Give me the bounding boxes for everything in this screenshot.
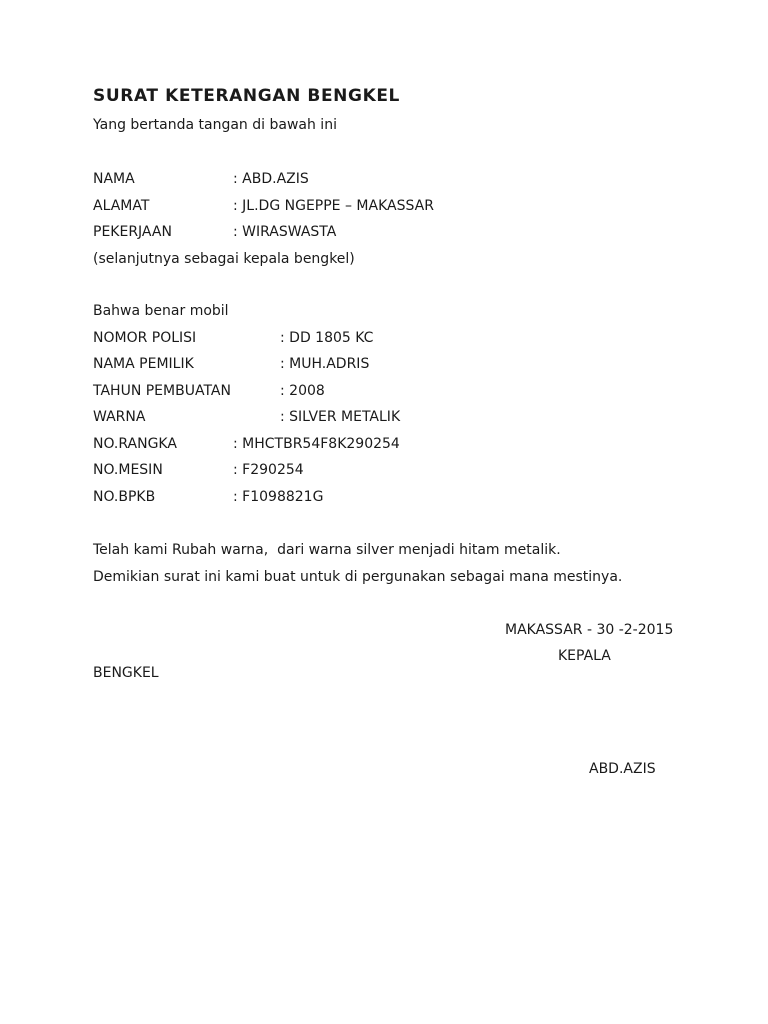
closing-text: Demikian surat ini kami buat untuk di pergunakan sebagai mana mestinya. — [93, 569, 623, 585]
field-value: : WIRASWASTA — [233, 224, 337, 240]
statement-text: Telah kami Rubah warna, dari warna silver menjadi hitam metalik. — [93, 542, 561, 558]
field-value: : MHCTBR54F8K290254 — [233, 436, 400, 452]
signature-role-line1: KEPALA — [558, 648, 611, 664]
signature-name: ABD.AZIS — [589, 761, 656, 777]
intro-text: Yang bertanda tangan di bawah ini — [93, 117, 337, 133]
field-value: : DD 1805 KC — [280, 330, 374, 346]
field-value: : F1098821G — [233, 489, 324, 505]
field-label: NO.MESIN — [93, 462, 163, 478]
field-value: : ABD.AZIS — [233, 171, 309, 187]
field-label: NAMA — [93, 171, 135, 187]
field-value: : MUH.ADRIS — [280, 356, 370, 372]
document-title: SURAT KETERANGAN BENGKEL — [93, 86, 400, 106]
field-value: : F290254 — [233, 462, 304, 478]
signer-note: (selanjutnya sebagai kepala bengkel) — [93, 251, 355, 267]
field-label: NOMOR POLISI — [93, 330, 197, 346]
field-label: WARNA — [93, 409, 146, 425]
field-value: : JL.DG NGEPPE – MAKASSAR — [233, 198, 434, 214]
field-label: NO.BPKB — [93, 489, 156, 505]
field-label: TAHUN PEMBUATAN — [93, 383, 231, 399]
signature-role-line2: BENGKEL — [93, 665, 159, 681]
field-value: : SILVER METALIK — [280, 409, 401, 425]
place-date: MAKASSAR - 30 -2-2015 — [505, 622, 674, 638]
field-label: ALAMAT — [93, 198, 150, 214]
field-label: NO.RANGKA — [93, 436, 177, 452]
field-label: PEKERJAAN — [93, 224, 172, 240]
field-label: NAMA PEMILIK — [93, 356, 194, 372]
field-value: : 2008 — [280, 383, 325, 399]
vehicle-intro: Bahwa benar mobil — [93, 303, 229, 319]
